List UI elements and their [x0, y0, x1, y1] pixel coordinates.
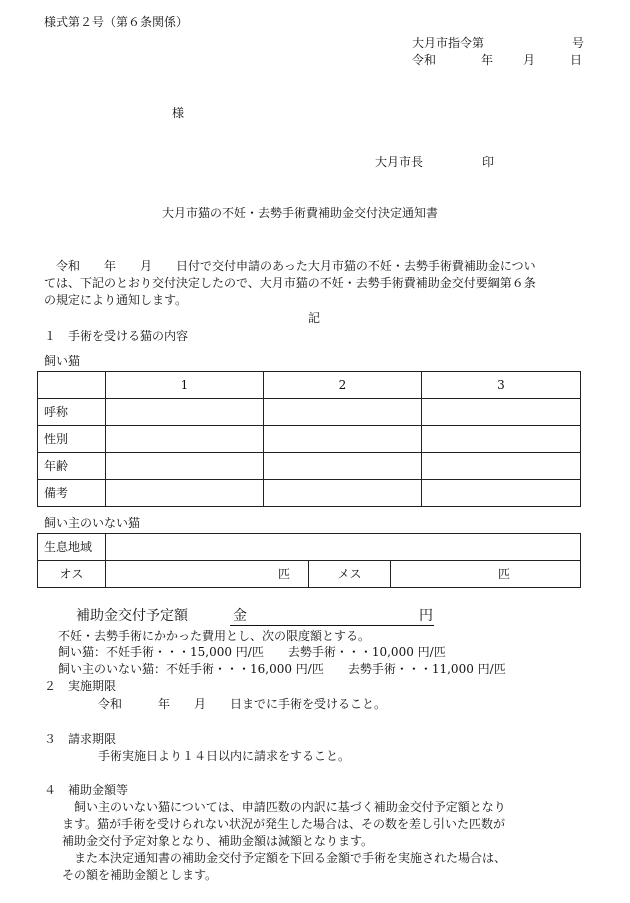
section-4-p1-line-3: 補助金交付予定対象となり、補助金額は減額となります。 — [62, 834, 374, 848]
section-1-heading: １ 手術を受ける猫の内容 — [44, 329, 189, 343]
cell-sex-3 — [422, 426, 581, 453]
intro-line-3: の規定により通知します。 — [44, 293, 188, 307]
doc-number-suffix: 号 — [572, 36, 585, 50]
date-month: 月 — [523, 53, 536, 67]
female-count-cell: 匹 — [391, 561, 581, 588]
intro-line-1: 令和 年 月 日付で交付申請のあった大月市猫の不妊・去勢手術費補助金につい — [56, 259, 536, 273]
female-label-cell: メス — [309, 561, 391, 588]
owned-cat-label: 飼い猫 — [44, 354, 81, 368]
row-label-sex: 性別 — [38, 426, 106, 453]
area-label-cell: 生息地域 — [38, 534, 106, 561]
section-2-line: 令和 年 月 日までに手術を受けること。 — [98, 697, 387, 711]
row-label-remarks: 備考 — [38, 480, 106, 507]
date-day: 日 — [570, 53, 583, 67]
issuer-name: 大月市長 — [375, 155, 424, 169]
cell-sex-1 — [106, 426, 264, 453]
section-2-heading: ２ 実施期限 — [44, 679, 117, 693]
cell-remarks-3 — [422, 480, 581, 507]
section-4-p1-line-1: 飼い主のいない猫については、申請匹数の内訳に基づく補助金交付予定額となり — [74, 800, 506, 814]
cell-name-2 — [264, 399, 422, 426]
table-row — [38, 399, 581, 426]
cell-name-1 — [106, 399, 264, 426]
table-row — [38, 480, 581, 507]
ki-marker: 記 — [308, 311, 321, 325]
document-title: 大月市猫の不妊・去勢手術費補助金交付決定通知書 — [162, 206, 439, 220]
table-row — [38, 561, 581, 588]
subsidy-stray-limits: 飼い主のいない猫：不妊手術・・・16,000 円/匹 去勢手術・・・11,000 円/匹 — [58, 662, 506, 676]
subsidy-kin: 金 — [233, 608, 247, 624]
cell-age-3 — [422, 453, 581, 480]
male-label-cell: オス — [38, 561, 106, 588]
table-corner-cell — [38, 372, 106, 399]
cell-remarks-2 — [264, 480, 422, 507]
subsidy-note: 不妊・去勢手術にかかった費用とし、次の限度額とする。 — [58, 629, 371, 643]
owned-cat-table — [37, 371, 581, 507]
table-row — [38, 426, 581, 453]
date-era: 令和 — [412, 53, 437, 67]
cell-age-2 — [264, 453, 422, 480]
cell-sex-2 — [264, 426, 422, 453]
section-4-p2-line-2: その額を補助金額とします。 — [62, 868, 218, 882]
stray-cat-label: 飼い主のいない猫 — [44, 516, 141, 530]
stray-cat-table — [37, 533, 581, 588]
intro-paragraph — [44, 258, 604, 309]
subsidy-owned-limits: 飼い猫：不妊手術・・・15,000 円/匹 去勢手術・・・10,000 円/匹 — [58, 645, 446, 659]
table-row — [38, 453, 581, 480]
section-3-heading: ３ 請求期限 — [44, 732, 117, 746]
row-label-name: 呼称 — [38, 399, 106, 426]
column-header-3: 3 — [422, 372, 581, 399]
section-4-p1-line-2: ます。猫が手術を受けられない状況が発生した場合は、その数を差し引いた匹数が — [62, 817, 506, 831]
column-header-2: 2 — [264, 372, 422, 399]
section-4-p2-line-1: また本決定通知書の補助金交付予定額を下回る金額で手術を実施された場合は、 — [74, 851, 507, 865]
intro-line-2: ては、下記のとおり交付決定したので、大月市猫の不妊・去勢手術費補助金交付要綱第６条 — [44, 276, 536, 290]
male-count-cell: 匹 — [106, 561, 309, 588]
table-header-row — [38, 372, 581, 399]
section-4-paragraph-2 — [62, 850, 602, 884]
cell-name-3 — [422, 399, 581, 426]
row-label-age: 年齢 — [38, 453, 106, 480]
section-4-paragraph-1 — [62, 799, 602, 850]
section-3-line: 手術実施日より１４日以内に請求をすること。 — [98, 749, 351, 763]
issuer-seal: 印 — [482, 155, 495, 169]
subsidy-label: 補助金交付予定額 — [76, 608, 188, 624]
subsidy-yen: 円 — [419, 608, 433, 624]
date-year: 年 — [481, 53, 494, 67]
section-4-heading: ４ 補助金額等 — [44, 783, 129, 797]
doc-number-prefix: 大月市指令第 — [412, 36, 485, 50]
area-value-cell — [106, 534, 581, 561]
form-label: 様式第２号（第６条関係） — [44, 15, 189, 29]
cell-remarks-1 — [106, 480, 264, 507]
table-row — [38, 534, 581, 561]
column-header-1: 1 — [106, 372, 264, 399]
subsidy-amount-underline — [230, 625, 434, 626]
cell-age-1 — [106, 453, 264, 480]
recipient-honorific: 様 — [172, 106, 185, 120]
